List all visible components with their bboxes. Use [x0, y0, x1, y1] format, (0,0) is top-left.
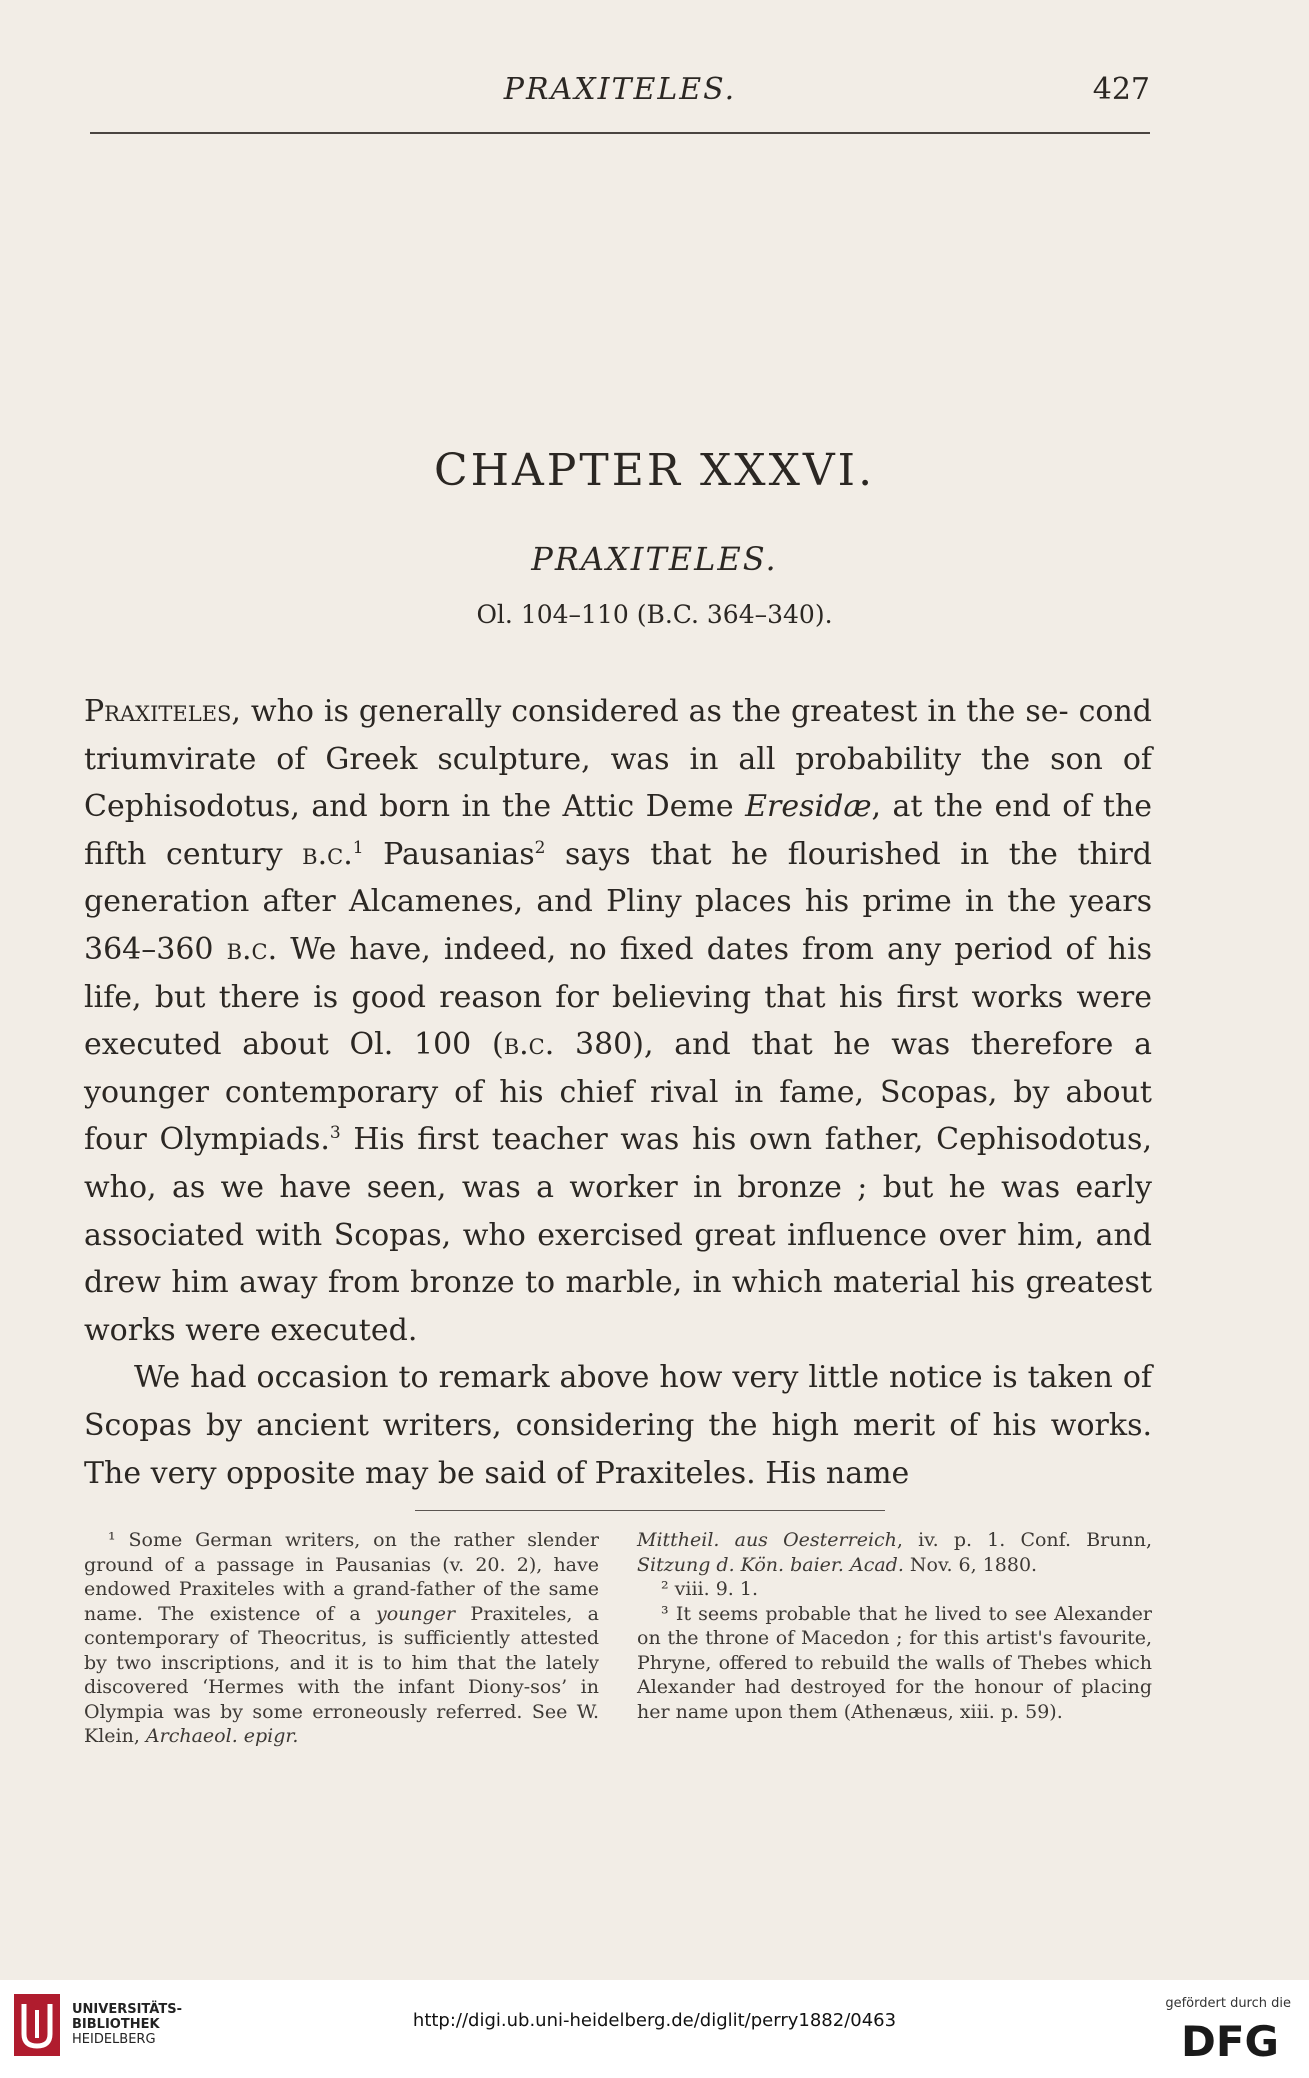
digitization-footer — [0, 1980, 1309, 2078]
funded-by-label: gefördert durch die — [1165, 1996, 1291, 2011]
body-text — [84, 688, 1152, 1497]
footnote-1: ¹ Some German writers, on the rather slender ground of a passage in Pausanias (v. 20. 2), have endowed Praxiteles with a grand-father of the same name. The existence of a younger Praxiteles, a contemporary of Theocritus, is sufficiently attested by two inscriptions, and it is to him that the lately discovered ‘Hermes with the infant Diony-sos’ in Olympia was by some erroneously referred. See W. Klein, Archaeol. epigr. — [84, 1529, 599, 1747]
footnotes — [84, 1528, 1152, 1749]
footnote-ref-2[interactable]: 2 — [534, 837, 546, 858]
footnote-column-left — [84, 1528, 599, 1749]
chapter-heading: CHAPTER XXXVI. — [433, 445, 876, 496]
chapter-dates: Ol. 104–110 (B.C. 364–340). — [476, 600, 833, 629]
footnote-rule — [415, 1510, 885, 1511]
svg-text:DFG: DFG — [1180, 2018, 1280, 2062]
footnote-ref-1[interactable]: 1 — [352, 837, 364, 858]
footnote-ref-3[interactable]: 3 — [329, 1123, 341, 1144]
footnote-2: ² viii. 9. 1. — [661, 1578, 758, 1600]
running-head-title: PRAXITELES. — [503, 72, 737, 107]
dfg-logo-icon — [1169, 2018, 1291, 2062]
footnote-1-continued: Mittheil. aus Oesterreich, iv. p. 1. Conf. Brunn, Sitzung d. Kön. baier. Acad. Nov. 6, 1880. — [637, 1529, 1152, 1576]
running-head — [90, 72, 1150, 122]
source-url-link[interactable]: http://digi.ub.uni-heidelberg.de/diglit/perry1882/0463 — [412, 2010, 897, 2031]
header-rule — [90, 132, 1150, 134]
page-number: 427 — [1092, 72, 1150, 107]
paragraph-1: Praxiteles, who is generally considered as the greatest in the se- cond triumvirate of Greek sculpture, was in all probability the son of Cephisodotus, and born in the Attic Deme Eresidæ, at the end of the fifth century b.c.$^1$ Pausanias$^2$ says that he flourished in the third generation after Alcamenes, and Pliny places his prime in the years 364–360 b.c. We have, indeed, no fixed dates from any period of his life, but there is good reason for believing that his first works were executed about Ol. 100 (b.c. 380), and that he was therefore a younger contemporary of his chief rival in fame, Scopas, by about four Olympiads.$^3$ His first teacher was his own father, Cephisodotus, who, as we have seen, was a worker in bronze ; but he was early associated with Scopas, who exercised great influence over him, and drew him away from bronze to marble, in which material his greatest works were executed. — [84, 694, 1153, 1348]
footnote-3: ³ It seems probable that he lived to see Alexander on the throne of Macedon ; for this artist's favourite, Phryne, offered to rebuild the walls of Thebes which Alexander had destroyed for the honour of placing her name upon them (Athenæus, xiii. p. 59). — [637, 1602, 1152, 1723]
lead-word: Praxiteles — [84, 694, 232, 729]
paragraph-2: We had occasion to remark above how very little notice is taken of Scopas by ancient writers, considering the high merit of his works. The very opposite may be said of Praxiteles. His name — [84, 1360, 1152, 1491]
footnote-column-right — [637, 1528, 1152, 1749]
institution-name: UNIVERSITÄTS- BIBLIOTHEK HEIDELBERG — [72, 2002, 182, 2047]
chapter-subject: PRAXITELES. — [531, 540, 778, 578]
